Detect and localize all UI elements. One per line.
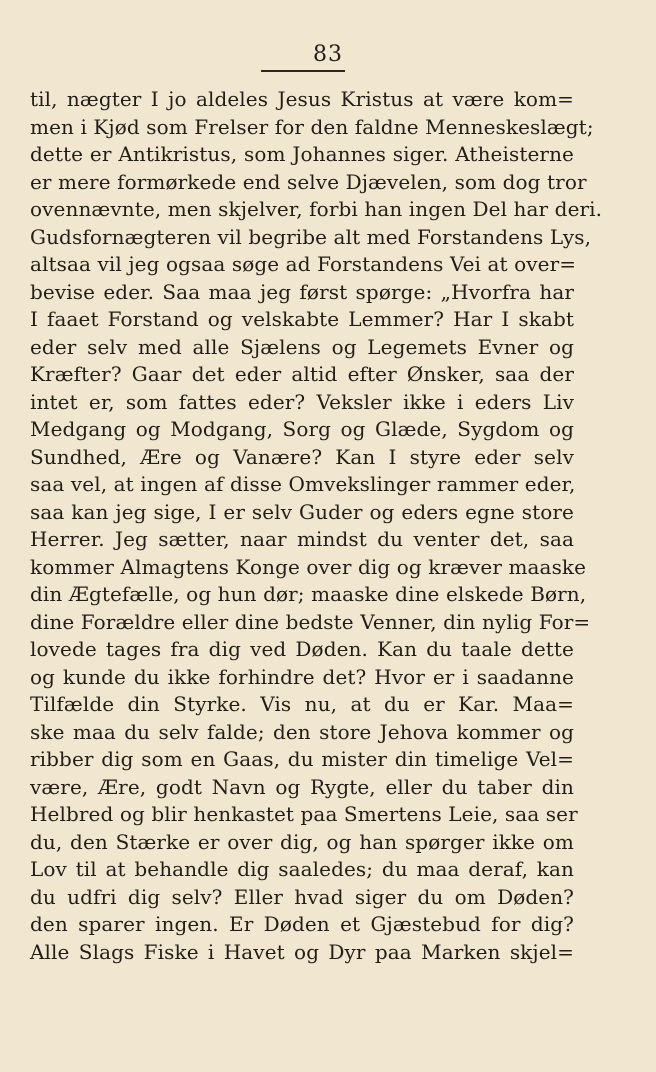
text-line: ribber dig som en Gaas, du mister din timelige Vel= <box>30 747 574 771</box>
text-line: bevise eder. Saa maa jeg først spørge: „Hvorfra har <box>30 279 574 304</box>
text-line: ovennævnte, men skjelver, forbi han ingen Del har deri. <box>30 197 603 221</box>
body-text <box>30 86 603 966</box>
text-line: Tilfælde din Styrke. Vis nu, at du er Kar. Maa= <box>30 692 574 716</box>
text-line: eder selv med alle Sjælens og Legemets Evner og <box>30 334 574 359</box>
text-line: Medgang og Modgang, Sorg og Glæde, Sygdom og <box>30 417 574 441</box>
text-line: til, nægter I jo aldeles Jesus Kristus at være kom= <box>30 87 574 111</box>
text-line: Kræfter? Gaar det eder altid efter Ønsker, saa der <box>30 362 574 386</box>
text-line: du udfri dig selv? Eller hvad siger du om Døden? <box>30 884 574 909</box>
page-number: 83 <box>313 42 343 67</box>
text-line: Alle Slags Fiske i Havet og Dyr paa Marken skjel= <box>30 939 574 964</box>
text-line: altsaa vil jeg ogsaa søge ad Forstandens Vei at over= <box>30 252 577 276</box>
text-line: intet er, som fattes eder? Veksler ikke i eders Liv <box>30 389 574 414</box>
text-line: er mere formørkede end selve Djævelen, som dog tror <box>30 169 587 194</box>
text-line: Sundhed, Ære og Vanære? Kan I styre eder selv <box>30 444 574 469</box>
text-line: saa kan jeg sige, I er selv Guder og eders egne store <box>30 499 574 524</box>
text-line: Helbred og blir henkastet paa Smertens Leie, saa ser <box>30 802 578 826</box>
text-line: saa vel, at ingen af disse Omvekslinger rammer eder, <box>30 472 576 496</box>
text-line: og kunde du ikke forhindre det? Hvor er i saadanne <box>30 664 574 689</box>
text-line: være, Ære, godt Navn og Rygte, eller du taber din <box>30 774 574 799</box>
text-line: lovede tages fra dig ved Døden. Kan du taale dette <box>30 637 574 661</box>
text-line: men i Kjød som Frelser for den faldne Menneskeslægt; <box>30 114 594 139</box>
text-line: kommer Almagtens Konge over dig og kræver maaske <box>30 554 587 579</box>
text-line: den sparer ingen. Er Døden et Gjæstebud for dig? <box>30 912 574 936</box>
header-rule <box>261 70 345 72</box>
text-line: dette er Antikristus, som Johannes siger. Atheisterne <box>30 142 574 166</box>
text-line: du, den Stærke er over dig, og han spørger ikke om <box>30 829 574 854</box>
text-line: ske maa du selv falde; den store Jehova kommer og <box>30 719 574 744</box>
text-line: dine Forældre eller dine bedste Venner, din nylig For= <box>30 609 591 634</box>
text-line: Herrer. Jeg sætter, naar mindst du venter det, saa <box>30 527 574 551</box>
text-line: din Ægtefælle, og hun dør; maaske dine elskede Børn, <box>30 582 587 606</box>
text-line: Lov til at behandle dig saaledes; du maa deraf, kan <box>30 857 574 881</box>
text-line: Gudsfornægteren vil begribe alt med Forstandens Lys, <box>30 224 592 249</box>
text-line: I faaet Forstand og velskabte Lemmer? Har I skabt <box>30 307 574 331</box>
